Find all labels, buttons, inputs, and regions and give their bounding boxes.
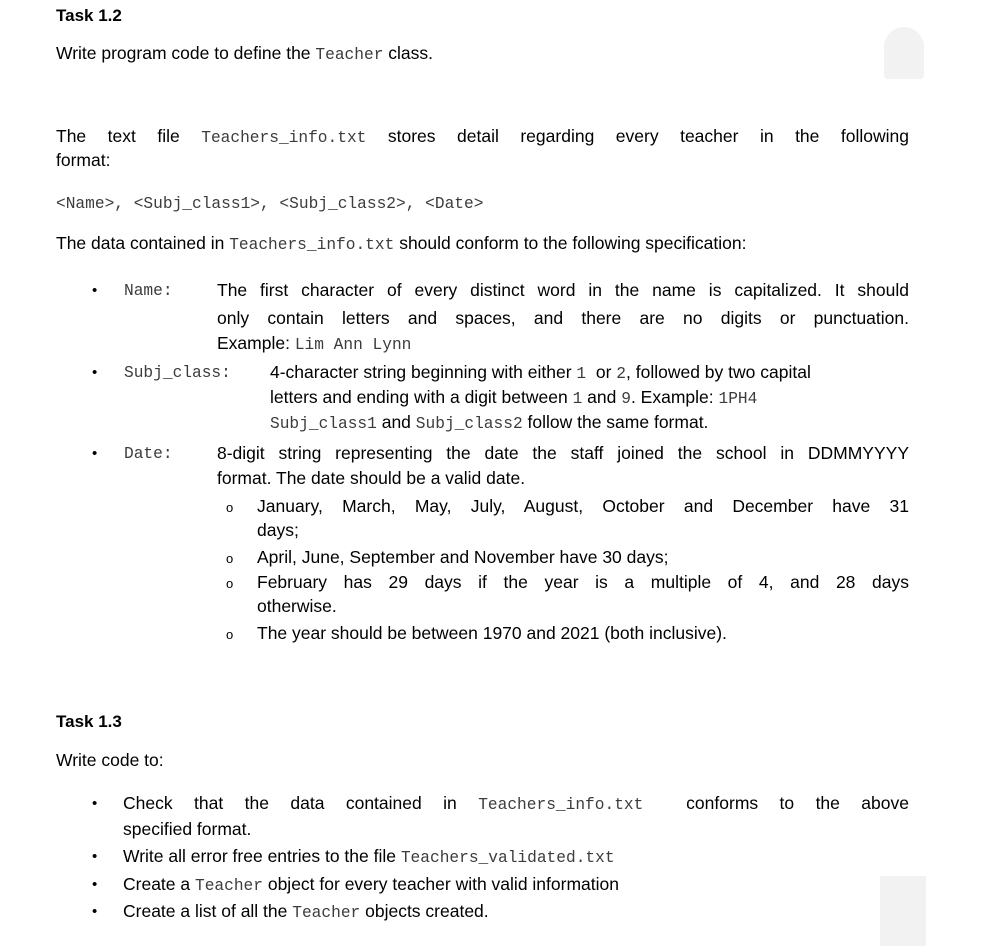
code-example-name: Lim Ann Lynn — [294, 336, 412, 354]
code-teacher: Teacher — [194, 877, 263, 895]
code-teachers-info: Teachers_info.txt — [478, 796, 644, 814]
code-teacher: Teacher — [315, 46, 384, 64]
spec-date-label: Date: — [124, 445, 173, 463]
task-1-3-bullet4: Create a list of all the Teacher objects created. — [123, 901, 489, 922]
sub-bullet-icon: o — [226, 551, 234, 566]
spec-name-label: Name: — [124, 282, 173, 300]
code-teachers-validated: Teachers_validated.txt — [400, 849, 615, 867]
spec-date-sub1-line2: days; — [257, 520, 299, 540]
spec-name-example: Example: Lim Ann Lynn — [217, 333, 412, 354]
bullet-icon: • — [92, 876, 98, 893]
spec-date-sub4: The year should be between 1970 and 2021 (both inclusive). — [257, 623, 727, 643]
spec-name-line1: The first character of every distinct word in the name is capitalized. It should — [217, 280, 909, 300]
spec-date-sub2: April, June, September and November have 30 days; — [257, 547, 669, 567]
code-teachers-info: Teachers_info.txt — [229, 236, 395, 254]
spec-intro: The data contained in Teachers_info.txt should conform to the following specification: — [56, 233, 747, 254]
file-intro-line2: format: — [56, 150, 111, 170]
spec-subj-label: Subj_class: — [124, 364, 231, 382]
bullet-icon: • — [92, 282, 98, 299]
spec-subj-line2: letters and ending with a digit between 1 and 9. Example: 1PH4 — [270, 387, 758, 408]
bullet-icon: • — [92, 848, 98, 865]
spec-date-sub3-line1: February has 29 days if the year is a multiple of 4, and 28 days — [257, 572, 909, 592]
task-1-3-bullet3: Create a Teacher object for every teacher with valid information — [123, 874, 619, 895]
bullet-icon: • — [92, 364, 98, 381]
decorative-shape-top — [884, 27, 924, 79]
bullet-icon: • — [92, 445, 98, 462]
task-1-3-heading: Task 1.3 — [56, 712, 122, 731]
sub-bullet-icon: o — [226, 627, 234, 642]
bullet-icon: • — [92, 903, 98, 920]
code-teachers-info: Teachers_info.txt — [201, 129, 367, 147]
spec-date-sub3-line2: otherwise. — [257, 596, 337, 616]
task-1-2-heading: Task 1.2 — [56, 6, 122, 25]
spec-date-line1: 8-digit string representing the date the staff joined the school in DDMMYYYY — [217, 443, 909, 463]
decorative-shape-bottom — [880, 876, 926, 946]
task-1-3-bullet1-line2: specified format. — [123, 819, 252, 839]
task-1-3-bullet1-line1: Check that the data contained in Teachers_info.txt conforms to the above — [123, 793, 909, 814]
task-1-2-instruction: Write program code to define the Teacher class. — [56, 43, 434, 64]
spec-name-line2: only contain letters and spaces, and there are no digits or punctuation. — [217, 308, 909, 328]
spec-subj-line1: 4-character string beginning with either 1 or 2, followed by two capital — [270, 362, 811, 383]
sub-bullet-icon: o — [226, 576, 234, 591]
sub-bullet-icon: o — [226, 500, 234, 515]
code-teacher: Teacher — [292, 904, 361, 922]
task-1-3-bullet2: Write all error free entries to the file Teachers_validated.txt — [123, 846, 615, 867]
task-1-3-intro: Write code to: — [56, 750, 164, 770]
spec-date-line2: format. The date should be a valid date. — [217, 468, 526, 488]
bullet-icon: • — [92, 795, 98, 812]
format-line: <Name>, <Subj_class1>, <Subj_class2>, <Date> — [56, 195, 484, 213]
spec-date-sub1-line1: January, March, May, July, August, October and December have 31 — [257, 496, 909, 516]
file-intro-line1: The text file Teachers_info.txt stores detail regarding every teacher in the following — [56, 126, 909, 147]
spec-subj-line3: Subj_class1 and Subj_class2 follow the same format. — [270, 412, 709, 433]
